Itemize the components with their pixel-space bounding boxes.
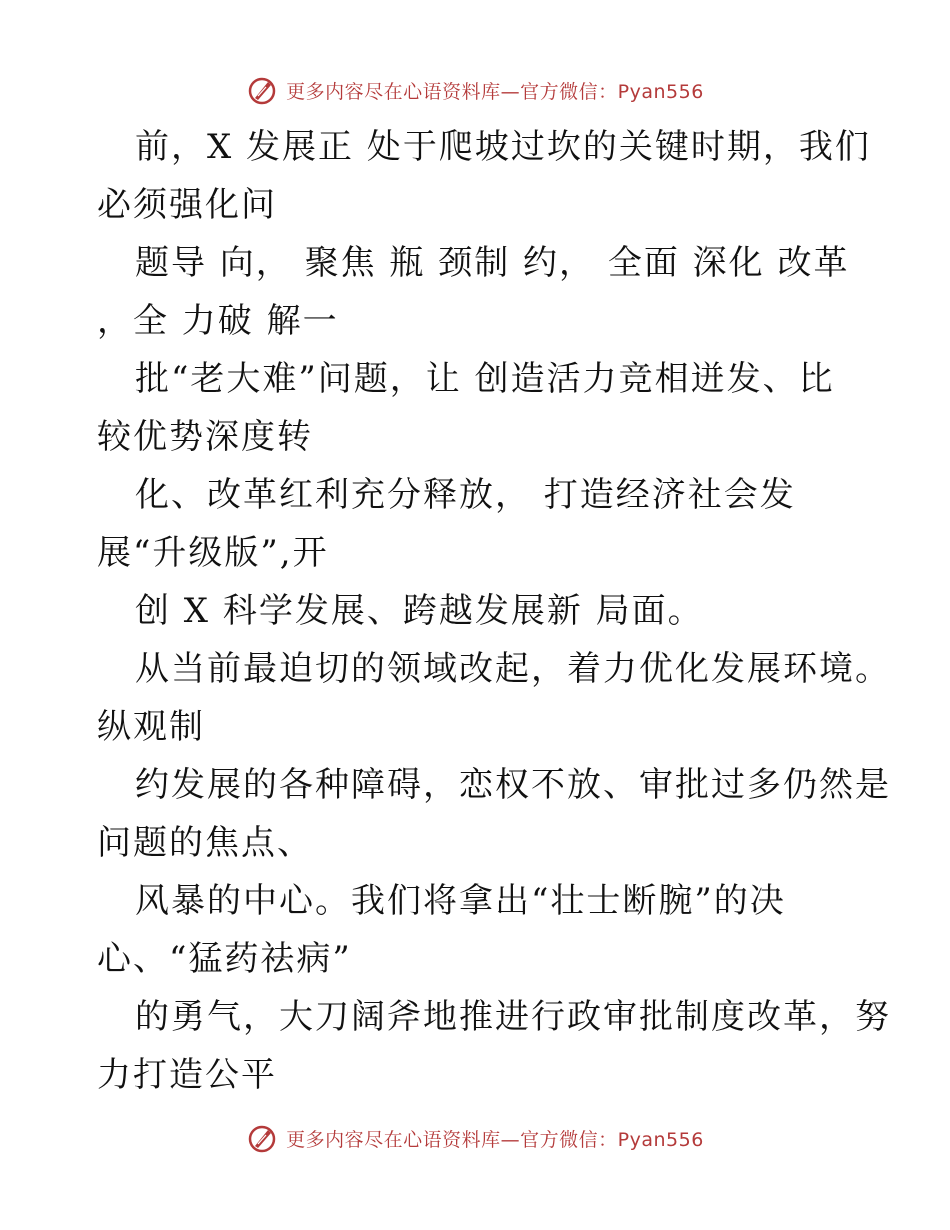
footer-banner: [0, 1118, 950, 1158]
header-banner-text: 更多内容尽在心语资料库—官方微信：Pyan556: [286, 80, 704, 103]
text-line: 较优势深度转: [97, 417, 313, 457]
text-line: 力打造公平: [97, 1055, 277, 1095]
header-banner: [0, 70, 950, 110]
text-line: 约发展的各种障碍，恋权不放、审批过多仍然是: [135, 765, 891, 805]
text-line: ，全 力破 解一: [97, 301, 339, 341]
text-line: 从当前最迫切的领域改起，着力优化发展环境。: [135, 649, 891, 689]
document-body: [97, 118, 891, 1104]
text-line: 题导 向， 聚焦 瓶 颈制 约， 全面 深化 改革: [135, 243, 850, 283]
text-line: 心、“猛药祛病”: [97, 939, 352, 979]
text-line: 风暴的中心。我们将拿出“壮士断腕”的决: [135, 881, 786, 921]
text-line: 前，X 发展正 处于爬坡过坎的关键时期，我们: [135, 127, 871, 167]
text-line: 化、改革红利充分释放， 打造经济社会发: [135, 475, 796, 515]
text-line: 纵观制: [97, 707, 205, 747]
text-line: 问题的焦点、: [97, 823, 313, 863]
feather-pen-logo-icon: [246, 1122, 278, 1154]
text-line: 展“升级版”,开: [97, 533, 329, 573]
footer-banner-text: 更多内容尽在心语资料库—官方微信：Pyan556: [286, 1128, 704, 1151]
text-line: 必须强化问: [97, 185, 277, 225]
feather-pen-logo-icon: [246, 74, 278, 106]
text-line: 批“老大难”问题，让 创造活力竞相迸发、比: [135, 359, 835, 399]
text-line: 创 X 科学发展、跨越发展新 局面。: [135, 591, 704, 631]
text-line: 的勇气，大刀阔斧地推进行政审批制度改革，努: [135, 997, 891, 1037]
